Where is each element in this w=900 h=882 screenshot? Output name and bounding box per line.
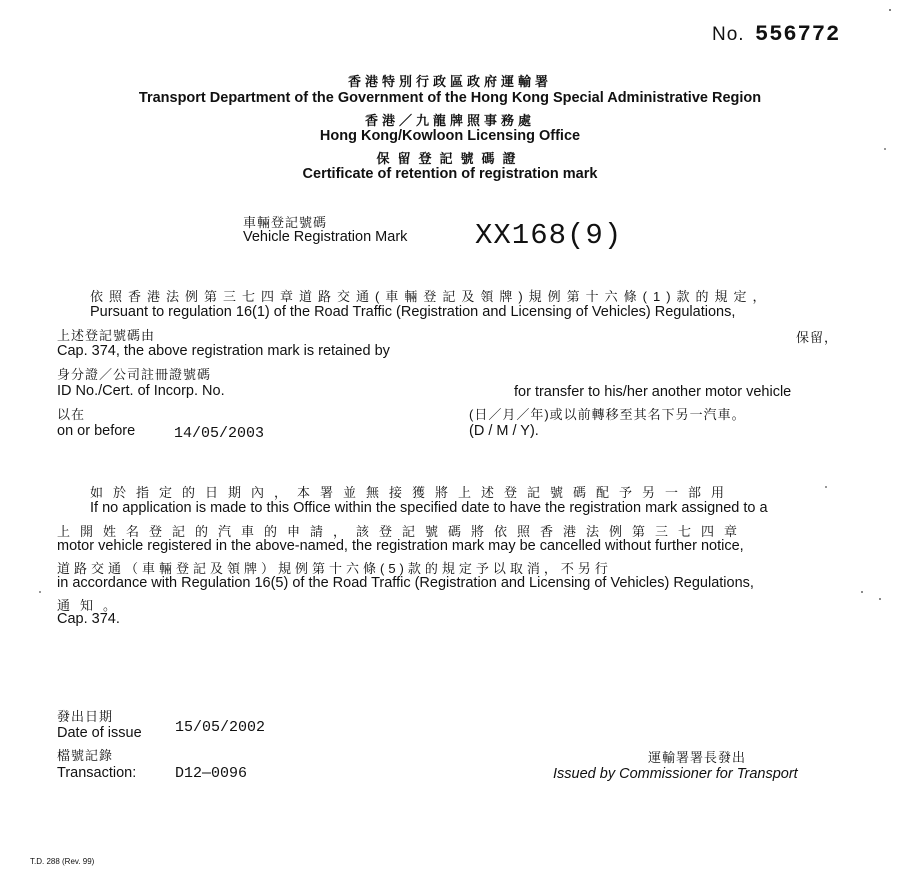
before-label-en: on or before — [57, 423, 136, 439]
para2-line1-en: If no application is made to this Office within the specified date to have the registration mark assigned to a — [90, 500, 768, 516]
form-code: T.D. 288 (Rev. 99) — [30, 857, 95, 866]
para1-line1-en: Pursuant to regulation 16(1) of the Road Traffic (Registration and Licensing of Vehicles) Regulations, — [90, 304, 736, 320]
para2-line3-zh: 道路交通（車輛登記及領牌）規例第十六條(5)款的規定予以取消，不另行 — [57, 561, 612, 576]
issue-date-value: 15/05/2002 — [175, 719, 266, 736]
before-date-value: 14/05/2003 — [174, 425, 265, 442]
date-format: (D / M / Y). — [469, 423, 539, 439]
para1-line2-en: Cap. 374, the above registration mark is retained by — [57, 343, 390, 359]
serial-value: 556772 — [755, 22, 841, 47]
transaction-label-zh: 檔號記錄 — [57, 748, 114, 763]
para1-line1-zh: 依照香港法例第三七四章道路交通(車輛登記及領牌)規例第十六條(1)款的規定， — [90, 289, 772, 304]
title-en: Certificate of retention of registration mark — [302, 166, 598, 182]
issue-date-label-en: Date of issue — [57, 725, 142, 741]
office-name-zh: 香港／九龍牌照事務處 — [364, 113, 535, 128]
para2-line3-en: in accordance with Regulation 16(5) of the Road Traffic (Registration and Licensing of Vehicles) Regulations, — [57, 575, 754, 591]
transaction-value: D12—0096 — [175, 765, 248, 782]
before-label-zh: 以在 — [57, 407, 86, 422]
registration-label-zh: 車輛登記號碼 — [243, 215, 328, 230]
serial-prefix: No. — [712, 24, 745, 45]
para2-line4-zh: 通知。 — [57, 598, 127, 613]
para2-line2-en: motor vehicle registered in the above-named, the registration mark may be cancelled without further notice, — [57, 538, 744, 554]
title-zh: 保留登記號碼證 — [376, 151, 524, 166]
issuer-en: Issued by Commissioner for Transport — [553, 766, 798, 782]
registration-mark-value: XX168(9) — [475, 219, 623, 252]
transfer-text-zh: (日／月／年)或以前轉移至其名下另一汽車。 — [469, 407, 746, 422]
id-label-zh: 身分證／公司註冊證號碼 — [57, 367, 212, 382]
issue-date-label-zh: 發出日期 — [57, 709, 114, 724]
issuer-zh: 運輸署署長發出 — [648, 750, 747, 765]
id-label-en: ID No./Cert. of Incorp. No. — [57, 383, 225, 399]
para1-line2-zh-right: 保留， — [796, 330, 839, 345]
para1-line2-zh: 上述登記號碼由 — [57, 328, 156, 343]
office-name-en: Hong Kong/Kowloon Licensing Office — [319, 128, 581, 144]
dept-name-en: Transport Department of the Government of the Hong Kong Special Administrative Region — [138, 90, 762, 106]
para2-line1-zh: 如於指定的日期內，本署並無接獲將上述登記號碼配予另一部用 — [90, 485, 735, 500]
registration-label-en: Vehicle Registration Mark — [243, 229, 408, 245]
para2-line2-zh: 上開姓名登記的汽車的申請，該登記號碼將依照香港法例第三七四章 — [57, 524, 748, 539]
transaction-label-en: Transaction: — [57, 765, 137, 781]
transfer-text-en: for transfer to his/her another motor vehicle — [514, 384, 792, 400]
dept-name-zh: 香港特別行政區政府運輸署 — [347, 74, 552, 89]
para2-line4-en: Cap. 374. — [57, 611, 120, 627]
